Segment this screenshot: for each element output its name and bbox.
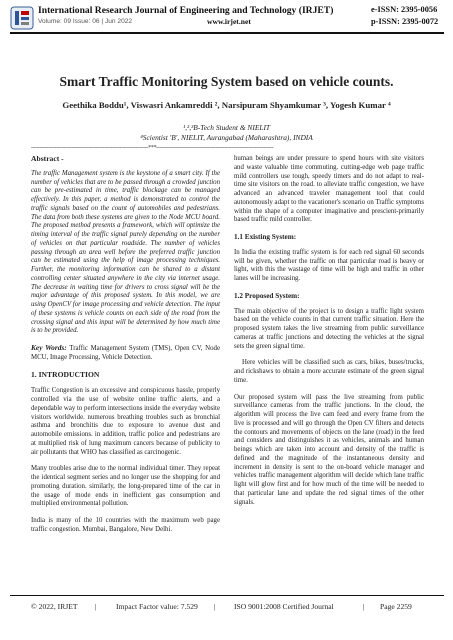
footer-impact-factor: Impact Factor value: 7.529 — [116, 602, 198, 611]
footer-separator: | — [363, 602, 365, 611]
volume-issue: Volume: 09 Issue: 06 | Jun 2022 — [38, 18, 133, 25]
keywords-text: Traffic Management System (TMS), Open CV, Node MCU, Image Processing, Vehicle Detection. — [31, 345, 220, 361]
section-separator: ---------------------------------------------------------------------***--------------------------------------------------------------------- — [31, 145, 274, 151]
footer-divider — [10, 595, 444, 596]
right-column — [234, 155, 424, 595]
intro-paragraph-3: India is many of the 10 countries with the maximum web page traffic congestion. Mumbai, Bangalore, New Delhi. — [31, 517, 220, 533]
keywords-label: Key Words: — [31, 343, 67, 352]
proposed-system-heading: 1.2 Proposed System: — [234, 291, 300, 300]
introduction-heading: 1. INTRODUCTION — [31, 369, 100, 379]
header-divider — [10, 32, 444, 34]
affiliation-2: ⁴Scientist 'B', NIELIT, Aurangabad (Maharashtra), INDIA — [140, 133, 313, 142]
e-issn: e-ISSN: 2395-0056 — [371, 5, 438, 14]
proposed-system-paragraph-3: Our proposed system will pass the live streaming from public surveillance cameras from the traffic junctions. In the cloud, the algorithm will process the live cam feed and every frame from the live is processed and will go through the Open CV filters and detects the contours and movements of objects on the lane (road) in the feed and considers and distinguishes it as vehicles, animals and human beings which are taken into account and density of the traffic is defined and the magnitude of the instantaneous density and increment in density is sent to the on-board vehicle manager and vehicles traffic management algorithm will decide which lane traffic light will glow first and for how much of the time will be needed to that particular lane and update the red signal times of the other signals. — [234, 393, 424, 506]
keywords — [31, 344, 220, 363]
abstract-text: The traffic Management system is the keystone of a smart city. If the number of vehicles that are to be passed through a crowded junction can be pre-estimated in time, traffic blockage can be managed effectively. In this paper, a method is demonstrated to control the traffic signals based on the count of automobiles and pedestrians. The data from both these systems are given to the Node MCU board. The proposed method presents a framework, which will optimize the timing interval of the traffic signal purely depending on the number of vehicles on that particular roadside. The number of vehicles passing through an area well before the preferred traffic junction can be estimated using the help of image processing techniques. Further, the monitoring information can be shared to a distant controlling center situated anywhere in the city via internet usage. The decrease in waiting time for drivers to cross signal will be the major advantage of this proposed system. In this model, we are using OpenCV for image processing and vehicle detection. The input of these systems is vehicle counts on each side of the road from the crossing signal and this input will be determined by how much time is to be provided. — [31, 169, 220, 335]
journal-website-link[interactable]: www.irjet.net — [207, 17, 251, 26]
irjet-logo-icon — [10, 6, 34, 30]
footer-iso: ISO 9001:2008 Certified Journal — [234, 602, 334, 611]
abstract-heading: Abstract - — [31, 154, 64, 163]
footer-separator: | — [95, 602, 97, 611]
p-issn: p-ISSN: 2395-0072 — [371, 17, 439, 26]
footer-page-number: Page 2259 — [380, 602, 412, 611]
affiliation-1: ¹,²,³B-Tech Student & NIELIT — [182, 123, 271, 132]
left-column — [31, 155, 220, 595]
journal-header — [0, 0, 453, 40]
paper-title: Smart Traffic Monitoring System based on vehicle counts. — [59, 74, 394, 89]
footer-separator: | — [214, 602, 216, 611]
paper-authors: Geethika Boddu¹, Viswasri Ankamreddi ², Narsipuram Shyamkumar ³, Yogesh Kumar ⁴ — [62, 100, 391, 110]
intro-paragraph-2: Many troubles arise due to the normal individual timer. They repeat the identical segment series and no longer use the shopping for and promoting duration. similarly, the long-prepared time of the car in the usage of mode ends in inefficient gas consumption and multiplied environmental pollution. — [31, 465, 220, 508]
proposed-system-paragraph-1: The main objective of the project is to design a traffic light system based on the vehicle counts in that current traffic situation. Here the proposed system takes the live streaming from public surveillance cameras at traffic junctions and detecting the vehicles at the signal sets the green signal time. — [234, 307, 424, 350]
proposed-system-paragraph-2: Here vehicles will be classified such as cars, bikes, buses/trucks, and rickshaws to obtain a more accurate estimate of the green signal time. — [234, 359, 424, 384]
existing-system-heading: 1.1 Existing System: — [234, 233, 297, 241]
existing-system-paragraph: In India the existing traffic system is for each red signal 60 seconds will be given, whether the traffic on that particular road is heavy or light, with this the wastage of time will be high and traffic in other lanes will be increasing. — [234, 248, 424, 282]
intro-paragraph-1: Traffic Congestion is an excessive and conspicuous hassle, properly controlled via the use of website online traffic alerts, and a dependable way to perform intersections inside the everyday website visitors worldwide. numerous breathing troubles such as bronchial asthma and bronchitis due to exposure to avenue dust and automobile emissions. in addition, traffic police and pedestrians are at multiplied risk of lung maximum cancers because of publicity to air pollutants that WHO has classified as carcinogenic. — [31, 387, 220, 456]
footer-copyright: © 2022, IRJET — [31, 602, 78, 611]
journal-title: International Research Journal of Engineering and Technology (IRJET) — [38, 5, 334, 16]
intro-continued-paragraph: human beings are under pressure to spend hours with site visitors and waste valuable time commuting. cutting-edge web page traffic mild controllers use tough, speedy timers and do not adapt to real-time site visitors on the road. to alleviate traffic congestion, we have advanced an advanced traveler management tool that could autonomously adapt to the vacationer's scenario on Traffic symptoms within the shape of a computer imaginative and prescient-primarily based traffic mild controller. — [234, 155, 424, 224]
